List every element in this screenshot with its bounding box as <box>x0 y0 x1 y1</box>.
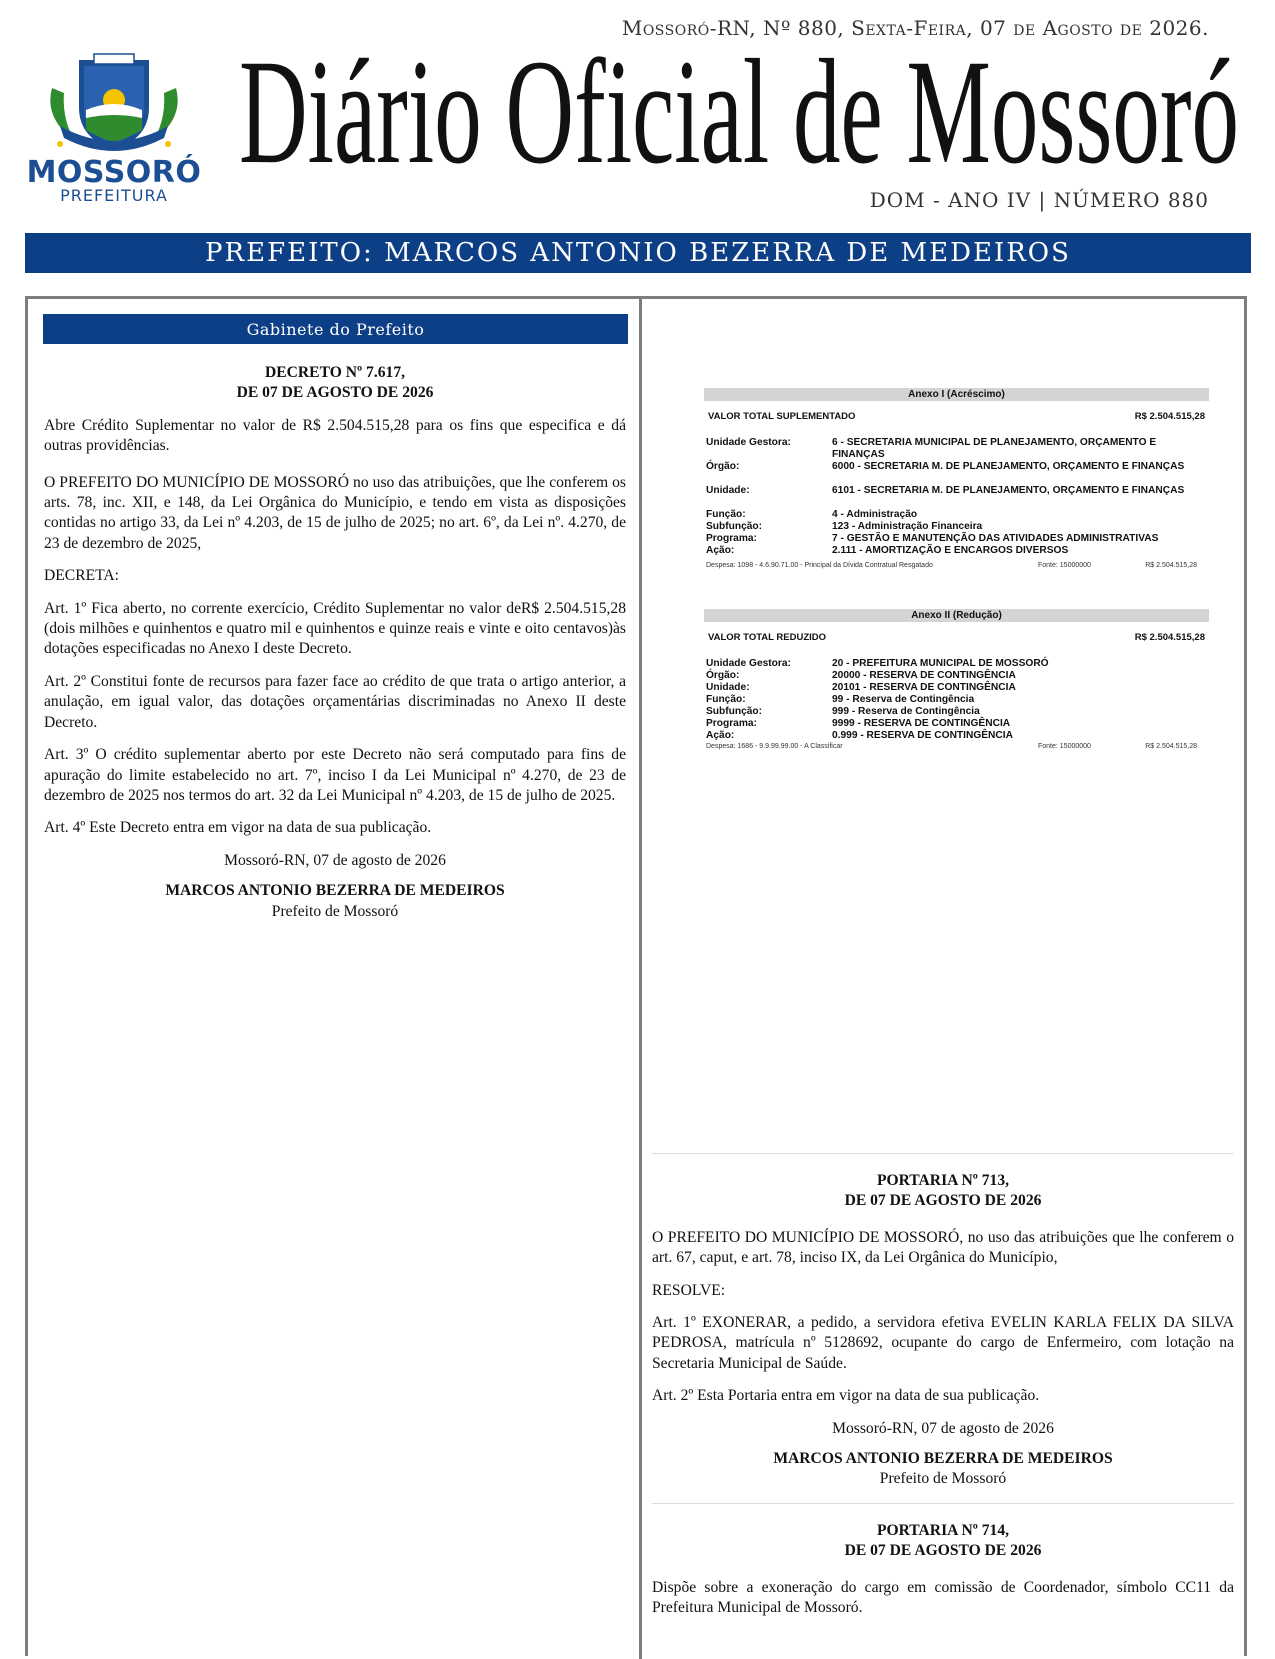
logo-name: MOSSORÓ <box>26 155 202 190</box>
masthead-text: Diário Oficial de Mossoró <box>239 38 1239 180</box>
mayor-banner <box>25 233 1251 273</box>
decree-decreta: DECRETA: <box>44 567 119 585</box>
decree-art1: Art. 1º Fica aberto, no corrente exercício, Crédito Suplementar no valor deR$ 2.504.515,28 (dois milhões e quinhentos e quatro mil e quinhentos e quinze reais e vinte e oito centavos)às dotações especificadas no Anexo I deste Decreto. <box>44 599 626 658</box>
annex-2-row-value: 20 - PREFEITURA MUNICIPAL DE MOSSORÓ <box>832 658 1049 669</box>
annex-2-row-label: Ação: <box>706 730 735 741</box>
decree-signer-role: Prefeito de Mossoró <box>271 902 399 920</box>
portaria-714-date: DE 07 DE AGOSTO DE 2026 <box>844 1542 1042 1560</box>
portaria-714-ementa: Dispõe sobre a exoneração do cargo em comissão de Coordenador, símbolo CC11 da Prefeitura Municipal de Mossoró. <box>652 1578 1234 1617</box>
annex-1-table <box>704 388 1209 578</box>
portaria-714 <box>652 1521 1234 1631</box>
annex-1-row-label: Função: <box>706 509 746 520</box>
portaria-713 <box>652 1171 1234 1490</box>
annex-1-row-label: Órgão: <box>706 461 740 472</box>
portaria-713-signer-role: Prefeito de Mossoró <box>879 1470 1007 1488</box>
annex-1-row-label: Ação: <box>706 545 735 556</box>
section-header-text: Gabinete do Prefeito <box>246 319 425 339</box>
portaria-713-signer: MARCOS ANTONIO BEZERRA DE MEDEIROS <box>773 1450 1113 1468</box>
annex-1-row-value: 4 - Administração <box>832 509 918 520</box>
portaria-714-title: PORTARIA Nº 714, <box>876 1522 1010 1539</box>
annex-2-row-value: 20101 - RESERVA DE CONTINGÊNCIA <box>832 682 1016 693</box>
annex-1-title: Anexo I (Acréscimo) <box>704 388 1209 401</box>
annex-2-total-label: VALOR TOTAL REDUZIDO <box>708 632 827 643</box>
annex-1-row-value: 7 - GESTÃO E MANUTENÇÃO DAS ATIVIDADES ADMINISTRATIVAS <box>832 533 1159 544</box>
annex-1-row-label: Unidade Gestora: <box>706 437 791 448</box>
annex-2-despesa-value: R$ 2.504.515,28 <box>1145 743 1197 750</box>
decree-signer: MARCOS ANTONIO BEZERRA DE MEDEIROS <box>165 882 505 900</box>
annex-1-fonte: Fonte: 15000000 <box>1038 562 1091 569</box>
portaria-713-place-date: Mossoró-RN, 07 de agosto de 2026 <box>832 1419 1054 1437</box>
separator-rule <box>652 1503 1234 1504</box>
annex-1-row-value: 6101 - SECRETARIA M. DE PLANEJAMENTO, ORÇAMENTO E FINANÇAS <box>832 485 1185 496</box>
annex-2-fonte: Fonte: 15000000 <box>1038 743 1091 750</box>
logo-subtitle: PREFEITURA <box>60 186 168 205</box>
annex-2-row-label: Unidade Gestora: <box>706 658 791 669</box>
annex-2-despesa: Despesa: 1686 - 9.9.99.99.00 - A Classificar <box>706 743 843 750</box>
portaria-713-resolve: RESOLVE: <box>652 1281 726 1299</box>
annex-2-row-value: 20000 - RESERVA DE CONTINGÊNCIA <box>832 670 1016 681</box>
separator-rule <box>652 1153 1234 1154</box>
annex-2-row-value: 99 - Reserva de Contingência <box>832 694 975 705</box>
annex-2-title: Anexo II (Redução) <box>704 609 1209 622</box>
edition-number: DOM - ANO IV | NÚMERO 880 <box>869 188 1209 212</box>
annex-2-row-label: Subfunção: <box>706 706 763 717</box>
annex-1-row-label: Unidade: <box>706 485 750 496</box>
annex-1-total-label: VALOR TOTAL SUPLEMENTADO <box>708 411 856 422</box>
decree-date: DE 07 DE AGOSTO DE 2026 <box>236 384 434 402</box>
annex-2-row-label: Programa: <box>706 718 757 729</box>
annex-1-row-value: 2.111 - AMORTIZAÇÃO E ENCARGOS DIVERSOS <box>832 545 1069 556</box>
annex-1-row-value: 6 - SECRETARIA MUNICIPAL DE PLANEJAMENTO, ORÇAMENTO E FINANÇAS <box>832 437 1157 460</box>
portaria-713-preamble: O PREFEITO DO MUNICÍPIO DE MOSSORÓ, no uso das atribuições que lhe conferem o art. 67, caput, e art. 78, inciso IX, da Lei Orgânica do Município, <box>652 1228 1234 1267</box>
annex-1-despesa: Despesa: 1098 - 4.6.90.71.00 - Principal da Dívida Contratual Resgatado <box>706 562 933 569</box>
annex-2-row-value: 999 - Reserva de Contingência <box>832 706 980 717</box>
masthead-title <box>234 38 1244 180</box>
annex-2-row-label: Função: <box>706 694 746 705</box>
dateline: Mossoró-RN, Nº 880, Sexta-Feira, 07 de Agosto de 2026. <box>621 16 1209 40</box>
decree-preamble: O PREFEITO DO MUNICÍPIO DE MOSSORÓ no uso das atribuições, que lhe conferem os arts. 78, inc. XII, e 148, da Lei Orgânica do Município, e tendo em vista as disposições contidas no artigo 33, da Lei nº 4.203, de 15 de julho de 2025; no art. 6º, da Lei nº. 4.270, de 23 de dezembro de 2025, <box>44 473 626 552</box>
annex-2-row-value: 0.999 - RESERVA DE CONTINGÊNCIA <box>832 730 1013 741</box>
annex-1-row-value: 123 - Administração Financeira <box>832 521 983 532</box>
annex-2-table <box>704 609 1209 759</box>
decree-art4: Art. 4º Este Decreto entra em vigor na data de sua publicação. <box>44 819 432 837</box>
annex-1-row-label: Programa: <box>706 533 757 544</box>
section-header <box>43 314 628 344</box>
annex-2-row-label: Unidade: <box>706 682 750 693</box>
annex-2-row-value: 9999 - RESERVA DE CONTINGÊNCIA <box>832 718 1011 729</box>
annex-2-total-value: R$ 2.504.515,28 <box>1134 632 1205 643</box>
decree-art3: Art. 3º O crédito suplementar aberto por este Decreto não será computado para fins de apuração do limite estabelecido no art. 7º, inciso I da Lei Municipal nº 4.270, de 23 de dezembro de 2025 nos termos do art. 32 da Lei Municipal nº 4.203, de 15 de julho de 2025. <box>44 746 626 804</box>
annex-1-despesa-value: R$ 2.504.515,28 <box>1145 562 1197 569</box>
decree-place-date: Mossoró-RN, 07 de agosto de 2026 <box>224 851 446 869</box>
portaria-713-date: DE 07 DE AGOSTO DE 2026 <box>844 1192 1042 1210</box>
portaria-713-art1: Art. 1º EXONERAR, a pedido, a servidora efetiva EVELIN KARLA FELIX DA SILVA PEDROSA, matrícula nº 5128692, ocupante do cargo de Enfermeiro, com lotação na Secretaria Municipal de Saúde. <box>652 1314 1234 1372</box>
annex-1-total-value: R$ 2.504.515,28 <box>1134 411 1205 422</box>
annex-2-row-label: Órgão: <box>706 670 740 681</box>
portaria-713-art2: Art. 2º Esta Portaria entra em vigor na data de sua publicação. <box>652 1387 1040 1405</box>
column-divider <box>639 299 642 1659</box>
portaria-713-title: PORTARIA Nº 713, <box>876 1172 1010 1189</box>
decree-art2: Art. 2º Constitui fonte de recursos para fazer face ao crédito de que trata o artigo anterior, a anulação, em igual valor, das dotações orçamentárias discriminadas no Anexo II deste Decreto. <box>44 672 626 731</box>
annex-1-row-label: Subfunção: <box>706 521 763 532</box>
decree-column <box>44 363 626 922</box>
decree-ementa: Abre Crédito Suplementar no valor de R$ 2.504.515,28 para os fins que especifica e dá outras providências. <box>44 416 626 455</box>
decree-title: DECRETO Nº 7.617, <box>264 364 406 381</box>
mayor-banner-text: PREFEITO: MARCOS ANTONIO BEZERRA DE MEDEIROS <box>205 238 1071 268</box>
annex-1-row-value: 6000 - SECRETARIA M. DE PLANEJAMENTO, ORÇAMENTO E FINANÇAS <box>832 461 1185 472</box>
